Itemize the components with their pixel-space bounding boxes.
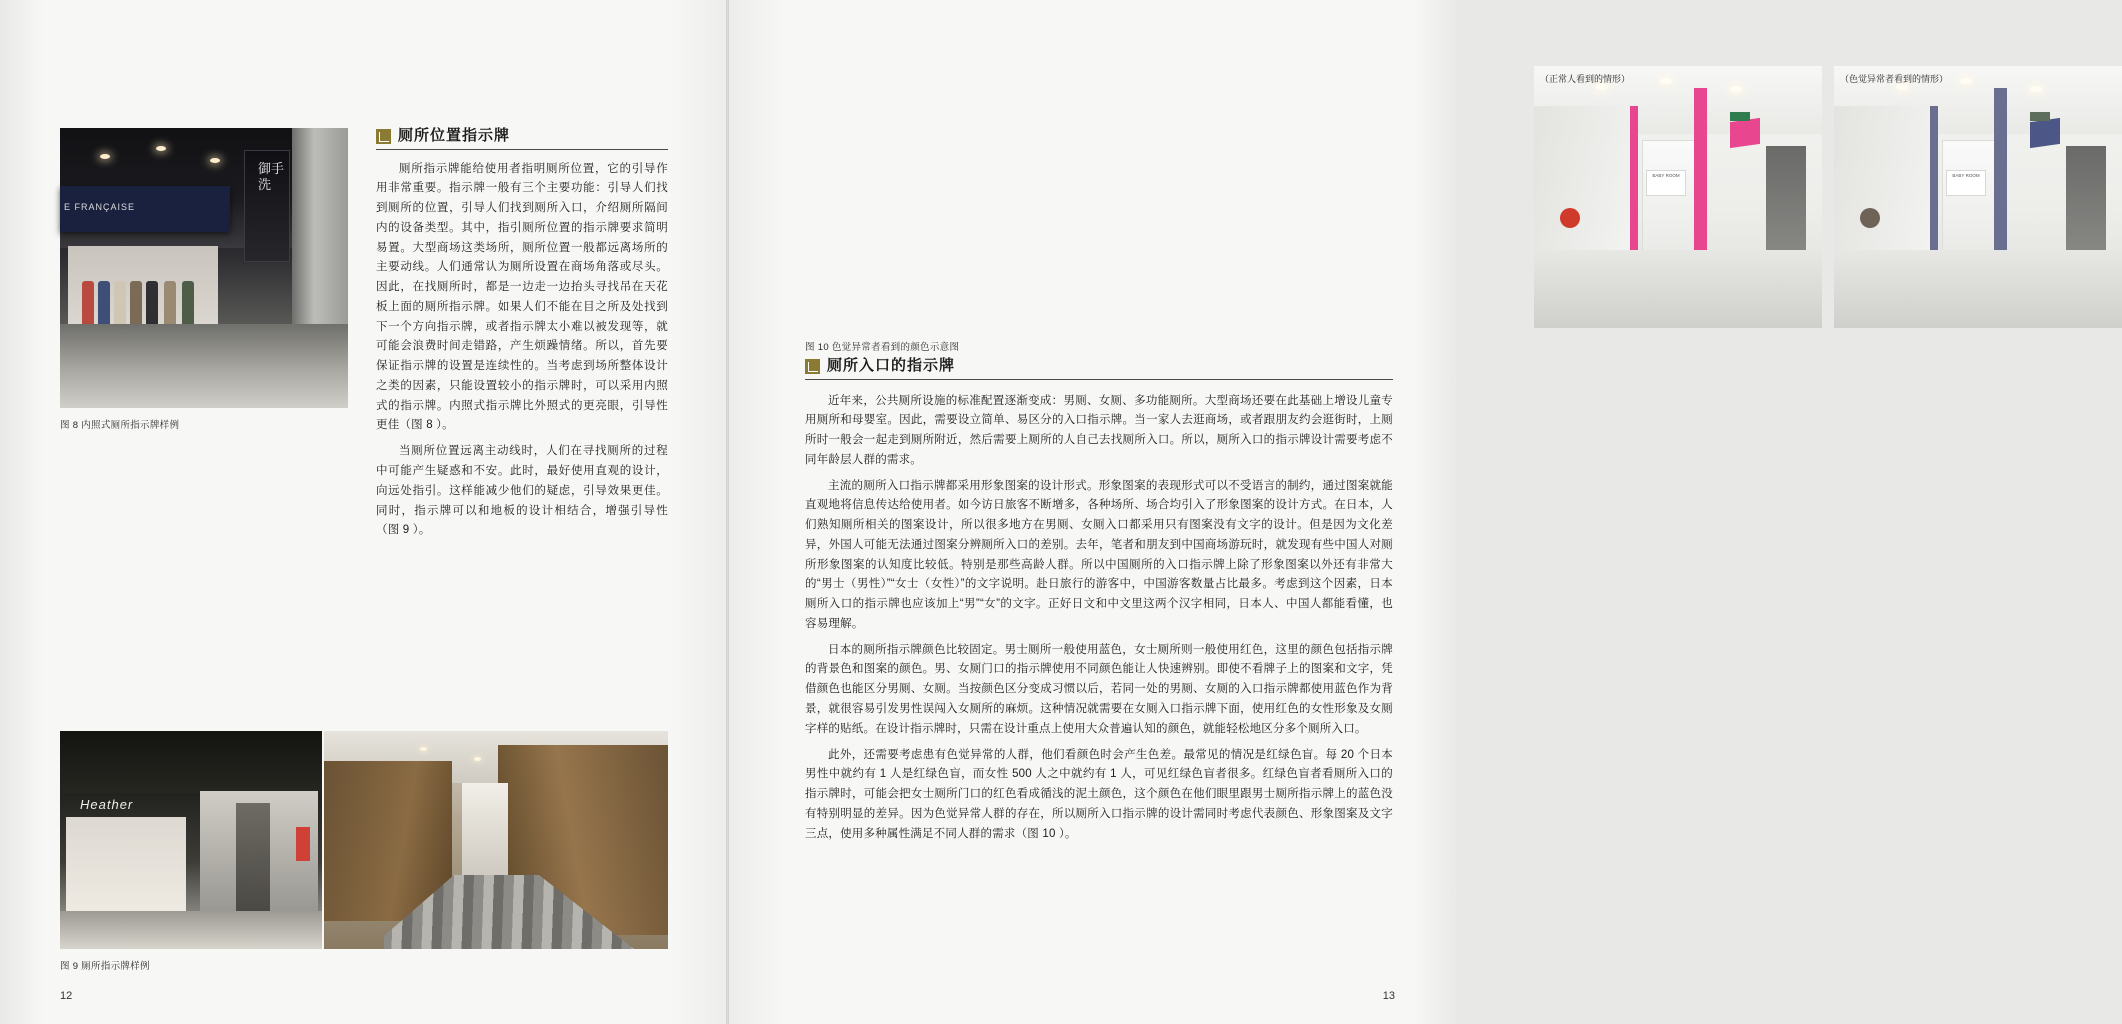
fire-extinguisher-icon [296,827,310,861]
paragraph: 主流的厕所入口指示牌都采用形象图案的设计形式。形象图案的表现形式可以不受语言的制约，通过图案就能直观地将信息传达给使用者。如今访日旅客不断增多，各种场所、场合均引入了形象图案的设计方式。在日本，人们熟知厕所相关的图案设计，所以很多地方在男厕、女厕入口都采用只有图案没有文字的设计。但是因为文化差异，外国人可能无法通过图案分辨厕所入口的差别。去年，笔者和朋友到中国商场游玩时，就发现有些中国人对厕所形象图案的认知度比较低。特别是那些高龄人群。所以中国厕所的入口指示牌上除了形象图案以外还有非常大的“男士（男性）”“女士（女性）”的文字说明。赴日旅行的游客中，中国游客数量占比最多。考虑到这个因素，日本厕所入口的指示牌也应该加上“男”“女”的文字。正好日文和中文里这两个汉字相同，日本人、中国人都能看懂，也容易理解。 [805,479,1393,630]
exit-sign-icon [2030,112,2050,121]
bookmark-icon [376,129,391,144]
storefront-brand-text: E FRANÇAISE [64,202,136,212]
store-brand-text: Heather [80,797,134,812]
storefront-navy-band [60,186,230,232]
figure-9-photo-left [60,731,322,949]
ceiling-light-icon [420,747,427,751]
figure-10-color-deficient-vision [1834,66,2122,328]
section-heading-restroom-location [376,128,668,150]
figure-8-caption: 图 8 内照式厕所指示牌样例 [60,420,180,431]
figure-9-caption: 图 9 厕所指示牌样例 [60,961,150,972]
right-page [729,0,1980,1024]
baby-room-sign: BABY ROOM [1946,170,1986,196]
right-page-text-column [805,358,1393,850]
ceiling-light-icon [474,757,481,761]
ceiling-light-icon [156,146,166,151]
figure-8-photo [60,128,348,408]
photo8-floor [60,324,348,408]
red-alarm-icon [1860,208,1880,228]
section-heading-restroom-entrance [805,358,1393,380]
pink-sign-panel [1730,118,1760,148]
ceiling-light-icon [210,158,220,163]
baby-room-sign: BABY ROOM [1646,170,1686,196]
bookmark-icon [805,359,820,374]
paragraph: 厕所指示牌能给使用者指明厕所位置，它的引导作用非常重要。指示牌一般有三个主要功能：引导人们找到厕所的位置，引导人们找到厕所入口，介绍厕所隔间内的设备类型。其中，指引厕所位置的指示牌要求简明易置。大型商场这类场所，厕所位置一般都远离场所的主要动线。人们通常认为厕所设置在商场角落或尽头。因此，在找厕所时，都是一边走一边抬头寻找吊在天花板上面的厕所指示牌。如果人们不能在目之所及处找到下一个方向指示牌，或者指示牌太小难以被发现等，就可能会浪费时间走错路，产生烦躁情绪。所以，首先要保证指示牌的设置是连续性的。当考虑到场所整体设计之类的因素，只能设置较小的指示牌时，可以采用内照式的指示牌。内照式指示牌比外照式的更亮眼，引导性更佳（图 8 ）。 [376,162,668,432]
photo10b-floor [1834,250,2122,328]
ceiling-light-icon [100,154,110,159]
ceiling-light-icon [1960,78,1972,84]
illuminated-restroom-sign [244,150,290,262]
paragraph: 近年来，公共厕所设施的标准配置逐渐变成：男厕、女厕、多功能厕所。大型商场还要在此基础上增设儿童专用厕所和母婴室。因此，需要设立简单、易区分的入口指示牌。当一家人去逛商场，或者跟朋友约会逛街时，上厕所时一般会一起走到厕所附近，然后需要上厕所的人自己去找厕所入口。所以，厕所入口的指示牌设计需要考虑不同年龄层人群的需求。 [805,394,1393,466]
paragraph: 日本的厕所指示牌颜色比较固定。男士厕所一般使用蓝色，女士厕所则一般使用红色，这里的颜色包括指示牌的背景色和图案的颜色。男、女厕门口的指示牌使用不同颜色能让人快速辨别。即使不看牌子上的图案和文字，凭借颜色也能区分男厕、女厕。当按颜色区分变成习惯以后，若同一处的男厕、女厕的入口指示牌都使用蓝色作为背景，就很容易引发男性误闯入女厕所的麻烦。这种情况就需要在女厕入口指示牌下面，使用红色的女性形象及女厕字样的贴纸。在设计指示牌时，只需在设计重点上使用大众普遍认知的颜色，就能轻松地区分多个厕所入口。 [805,643,1393,735]
figure-10-caption: 图 10 色觉异常者看到的颜色示意图 [805,342,960,353]
figure-10-left-label: （正常人看到的情形） [1540,74,1631,84]
ceiling-light-icon [2030,86,2042,92]
desaturated-sign-panel [2030,118,2060,148]
paragraph: 当厕所位置远离主动线时，人们在寻找厕所的过程中可能产生疑惑和不安。此时，最好使用直观的设计，向远处指引。这样能减少他们的疑虑，引导效果更佳。同时，指示牌可以和地板的设计相结合，增强引导性（图 9 ）。 [376,445,668,537]
photo9a-floor [60,911,322,949]
page-number-right: 13 [1382,990,1395,1002]
photo9a-facia [60,731,322,793]
exit-sign-icon [1730,112,1750,121]
ceiling-light-icon [1730,86,1742,92]
section-title: 厕所入口的指示牌 [827,357,956,374]
page-number-left: 12 [60,990,73,1002]
red-alarm-icon [1560,208,1580,228]
right-body-text [805,392,1393,845]
paragraph: 此外，还需要考虑患有色觉异常的人群，他们看颜色时会产生色差。最常见的情况是红绿色盲。每 20 个日本男性中就约有 1 人是红绿色盲，而女性 500 人之中就约有 1 人，可见红绿色盲者很多。红绿色盲者看厕所入口的指示牌时，可能会把女士厕所门口的红色看成循浅的泥土颜色，这个颜色在他们眼里跟男士厕所指示牌上的蓝色没有特别明显的差异。因为色觉异常人群的存在，所以厕所入口指示牌的设计需同时考虑代表颜色、形象图案及文字三点，使用多种属性满足不同人群的需求（图 10 ）。 [805,748,1393,840]
photo9b-far-end [462,783,508,879]
section-title: 厕所位置指示牌 [398,127,511,144]
left-page [0,0,728,1024]
photo9a-shop-window [66,817,186,921]
left-page-text-column [376,128,668,547]
photo9a-door [236,803,270,915]
photo10a-floor [1534,250,1822,328]
ceiling-light-icon [1660,78,1672,84]
figure-9-photo-right [324,731,668,949]
figure-10-photos [1534,66,2122,328]
figure-10-normal-vision [1534,66,1822,328]
left-body-text [376,160,668,542]
figure-10-right-label: （色觉异常者看到的情形） [1840,74,1949,84]
restroom-sign-text: 御手洗 [258,161,285,193]
